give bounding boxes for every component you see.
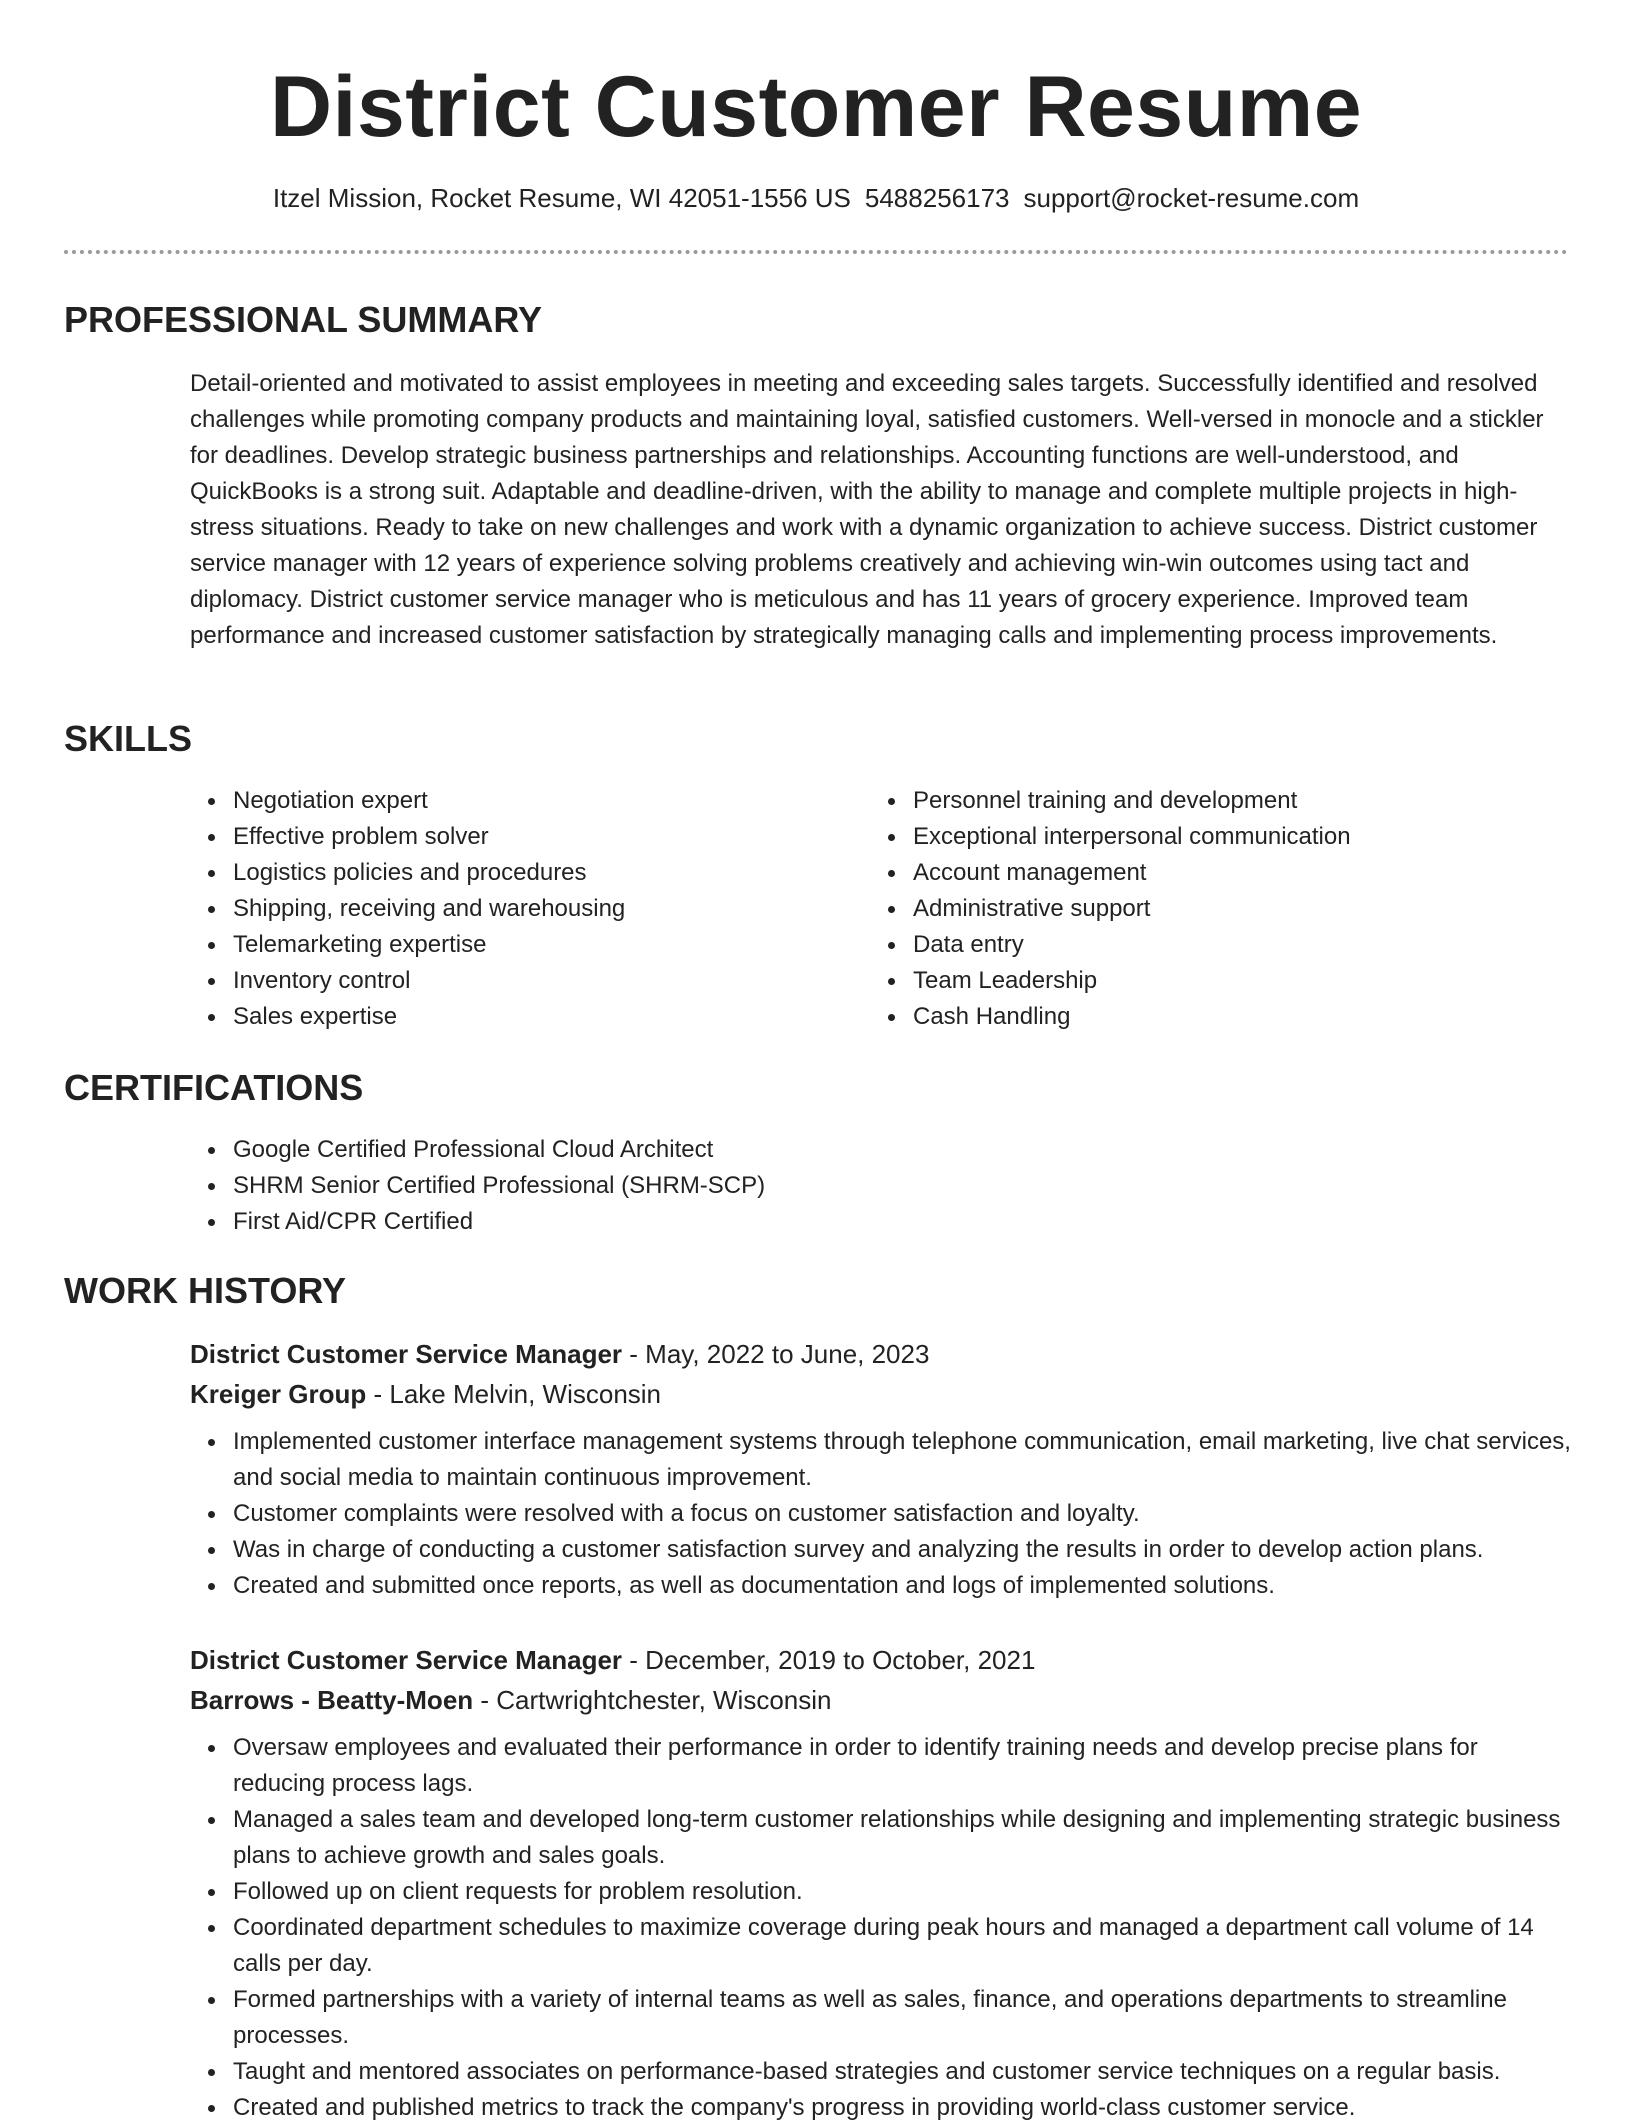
- skill-item: Data entry: [913, 927, 1570, 963]
- work-history-heading: WORK HISTORY: [64, 1270, 347, 1311]
- job-title-line: [190, 1640, 1575, 1680]
- job-bullet: Coordinated department schedules to maximize coverage during peak hours and managed a department call volume of 14 calls per day.: [233, 1910, 1575, 1982]
- certification-item: First Aid/CPR Certified: [233, 1204, 1190, 1240]
- job-bullet: Was in charge of conducting a customer satisfaction survey and analyzing the results in order to develop action plans.: [233, 1532, 1575, 1568]
- job-title: District Customer Service Manager: [190, 1645, 623, 1675]
- certifications-list: [190, 1132, 1190, 1240]
- skills-heading: SKILLS: [64, 718, 193, 759]
- job-bullet: Formed partnerships with a variety of internal teams as well as sales, finance, and operations departments to streamline processes.: [233, 1982, 1575, 2054]
- skills-left-column: [190, 783, 830, 1035]
- skills-right-column: [870, 783, 1570, 1035]
- certifications-heading: CERTIFICATIONS: [64, 1067, 364, 1108]
- job-company-line: [190, 1680, 1575, 1720]
- skill-item: Exceptional interpersonal communication: [913, 819, 1570, 855]
- job-bullet: Managed a sales team and developed long-term customer relationships while designing and implementing strategic business plans to achieve growth and sales goals.: [233, 1802, 1575, 1874]
- skill-item: Effective problem solver: [233, 819, 830, 855]
- job-dates: - May, 2022 to June, 2023: [629, 1339, 930, 1369]
- skill-item: Negotiation expert: [233, 783, 830, 819]
- summary-heading: PROFESSIONAL SUMMARY: [64, 299, 543, 340]
- job-bullet: Created and published metrics to track the company's progress in providing world-class customer service.: [233, 2090, 1575, 2126]
- summary-text: Detail-oriented and motivated to assist employees in meeting and exceeding sales targets. Successfully identified and resolved challenges while promoting company products and maintaining loyal, satisfied customers. Well-versed in monocle and a stickler for deadlines. Develop strategic business partnerships and relationships. Accounting functions are well-understood, and QuickBooks is a strong suit. Adaptable and deadline-driven, with the ability to manage and complete multiple projects in high-stress situations. Ready to take on new challenges and work with a dynamic organization to achieve success. District customer service manager with 12 years of experience solving problems creatively and achieving win-win outcomes using tact and diplomacy. District customer service manager who is meticulous and has 11 years of grocery experience. Improved team performance and increased customer satisfaction by strategically managing calls and implementing process improvements.: [190, 370, 1544, 649]
- contact-email: support@rocket-resume.com: [1023, 183, 1360, 213]
- contact-address: Itzel Mission, Rocket Resume, WI 42051-1556 US: [272, 183, 851, 213]
- skill-item: Telemarketing expertise: [233, 927, 830, 963]
- job-company: Kreiger Group: [190, 1379, 367, 1409]
- job-location: - Lake Melvin, Wisconsin: [373, 1379, 662, 1409]
- job-entry: [190, 1334, 1575, 1604]
- contact-phone: 5488256173: [864, 183, 1010, 213]
- certification-item: Google Certified Professional Cloud Architect: [233, 1132, 1190, 1168]
- skill-item: Administrative support: [913, 891, 1570, 927]
- job-bullet: Taught and mentored associates on performance-based strategies and customer service techniques on a regular basis.: [233, 2054, 1575, 2090]
- job-entry: [190, 1640, 1575, 2126]
- skill-item: Personnel training and development: [913, 783, 1570, 819]
- job-location: - Cartwrightchester, Wisconsin: [480, 1685, 832, 1715]
- job-bullet: Created and submitted once reports, as well as documentation and logs of implemented solutions.: [233, 1568, 1575, 1604]
- job-bullets: [190, 1424, 1575, 1604]
- skill-item: Sales expertise: [233, 999, 830, 1035]
- job-bullet: Implemented customer interface management systems through telephone communication, email marketing, live chat services, and social media to maintain continuous improvement.: [233, 1424, 1575, 1496]
- certification-item: SHRM Senior Certified Professional (SHRM-SCP): [233, 1168, 1190, 1204]
- skill-item: Account management: [913, 855, 1570, 891]
- skill-item: Shipping, receiving and warehousing: [233, 891, 830, 927]
- job-bullet: Oversaw employees and evaluated their performance in order to identify training needs and develop precise plans for reducing process lags.: [233, 1730, 1575, 1802]
- job-title-line: [190, 1334, 1575, 1374]
- skill-item: Cash Handling: [913, 999, 1570, 1035]
- contact-line: [0, 180, 1632, 216]
- job-bullets: [190, 1730, 1575, 2126]
- skill-item: Logistics policies and procedures: [233, 855, 830, 891]
- job-bullet: Followed up on client requests for problem resolution.: [233, 1874, 1575, 1910]
- header-divider: [64, 250, 1568, 254]
- job-title: District Customer Service Manager: [190, 1339, 623, 1369]
- job-company: Barrows - Beatty-Moen: [190, 1685, 474, 1715]
- skill-item: Inventory control: [233, 963, 830, 999]
- job-dates: - December, 2019 to October, 2021: [629, 1645, 1036, 1675]
- resume-title: District Customer Resume: [269, 59, 1363, 155]
- job-company-line: [190, 1374, 1575, 1414]
- job-bullet: Customer complaints were resolved with a focus on customer satisfaction and loyalty.: [233, 1496, 1575, 1532]
- skill-item: Team Leadership: [913, 963, 1570, 999]
